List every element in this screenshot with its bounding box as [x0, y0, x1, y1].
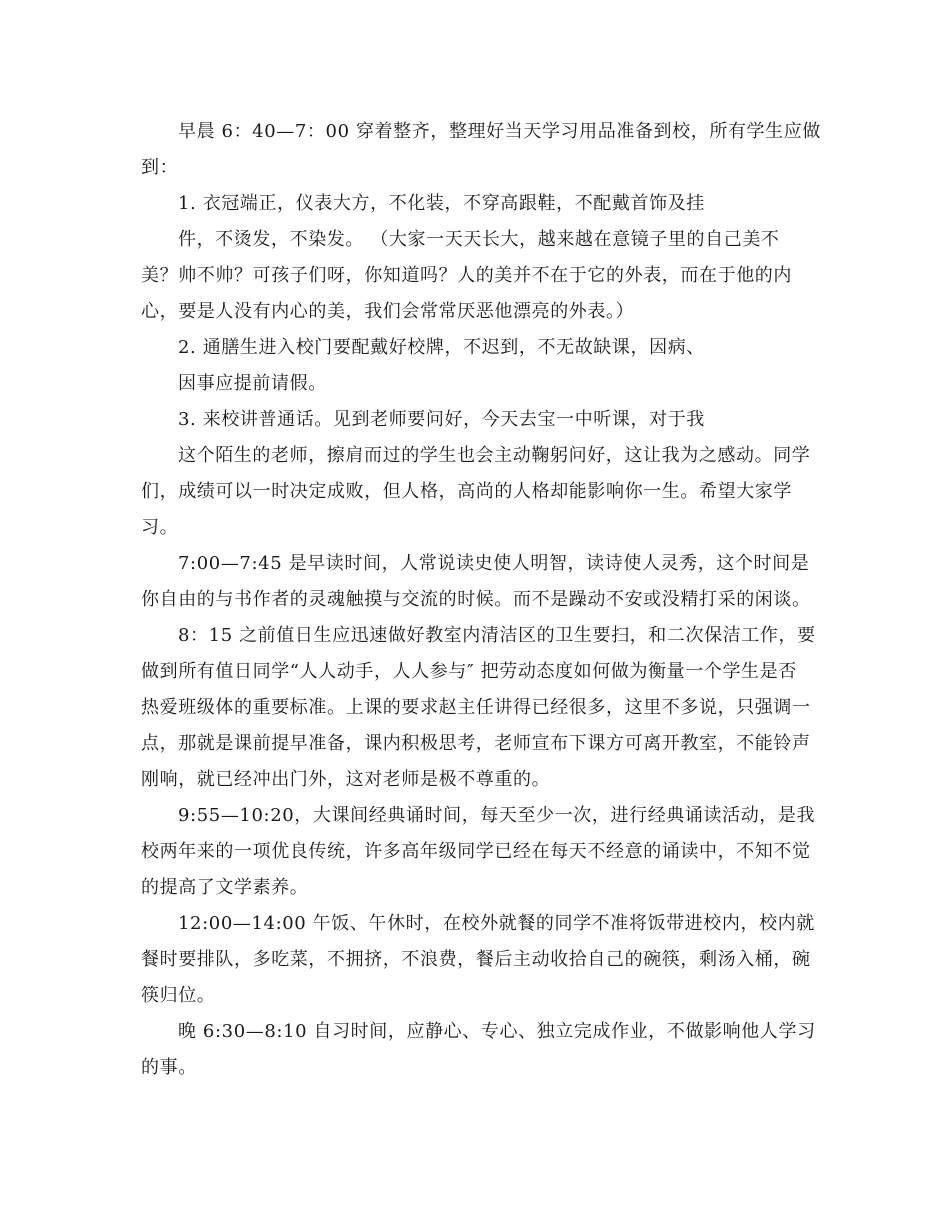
text-line: 晚 6:30—8:10 自习时间，应静心、专心、独立完成作业，不做影响他人学习	[178, 1021, 816, 1042]
text-line: 7:00—7:45 是早读时间，人常说读史使人明智，读诗使人灵秀，这个时间是	[178, 553, 810, 574]
text-line: 12:00—14:00 午饭、午休时，在校外就餐的同学不准将饭带进校内，校内就	[178, 913, 815, 934]
text-line: 这个陌生的老师，擦肩而过的学生也会主动鞠躬问好，这让我为之感动。同学	[178, 445, 811, 466]
paragraph-morning-reading	[141, 546, 813, 618]
text-line: 点，那就是课前提早准备，课内积极思考，老师宣布下课方可离开教室，不能铃声	[141, 733, 811, 754]
text-line: 2. 通膳生进入校门要配戴好校牌，不迟到，不无故缺课，因病、	[178, 337, 705, 358]
text-line: 的提高了文学素养。	[141, 877, 309, 898]
text-line: 到：	[141, 157, 179, 178]
text-line: 美？帅不帅？可孩子们呀，你知道吗？人的美并不在于它的外表，而在于他的内	[141, 265, 792, 286]
paragraph-rule-2-continued	[141, 366, 813, 402]
text-line: 你自由的与书作者的灵魂触摸与交流的时候。而不是躁动不安或没精打采的闲谈。	[141, 589, 811, 610]
text-line: 9:55—10:20，大课间经典诵时间，每天至少一次，进行经典诵读活动，是我	[178, 805, 816, 826]
paragraph-lunch-break	[141, 906, 813, 1014]
text-line: 们，成绩可以一时决定成败，但人格，高尚的人格却能影响你一生。希望大家学	[141, 481, 792, 502]
text-line: 餐时要排队，多吃菜，不拥挤，不浪费，餐后主动收拾自己的碗筷，剩汤入桶，碗	[141, 949, 811, 970]
document-page	[141, 114, 821, 1086]
text-line: 心，要是人没有内心的美，我们会常常厌恶他漂亮的外表。）	[141, 301, 635, 322]
text-line: 因事应提前请假。	[178, 373, 327, 394]
text-line: 早晨 6：40—7：00 穿着整齐，整理好当天学习用品准备到校，所有学生应做	[178, 121, 821, 142]
text-line: 习。	[141, 517, 179, 538]
text-line: 热爱班级体的重要标准。上课的要求赵主任讲得已经很多，这里不多说，只强调一	[141, 697, 811, 718]
paragraph-cleaning-duty	[141, 618, 816, 798]
text-line: 刚响，就已经冲出门外，这对老师是极不尊重的。	[141, 769, 551, 790]
paragraph-rule-3-continued	[141, 438, 813, 546]
paragraph-rule-3	[141, 402, 813, 438]
paragraph-morning-arrival	[141, 114, 821, 186]
paragraph-rule-1-continued	[141, 222, 813, 330]
paragraph-evening-study	[141, 1014, 816, 1086]
text-line: 3. 来校讲普通话。见到老师要问好，今天去宝一中听课，对于我	[178, 409, 705, 430]
text-line: 筷归位。	[141, 985, 216, 1006]
text-line: 校两年来的一项优良传统，许多高年级同学已经在每天不经意的诵读中，不知不觉	[141, 841, 811, 862]
paragraph-rule-1	[141, 186, 813, 222]
paragraph-rule-2	[141, 330, 813, 366]
paragraph-classic-recitation	[141, 798, 816, 906]
text-line: 8：15 之前值日生应迅速做好教室内清洁区的卫生要扫，和二次保洁工作，要	[178, 625, 816, 646]
text-line: 1. 衣冠端正，仪表大方，不化装，不穿高跟鞋，不配戴首饰及挂	[178, 193, 705, 214]
text-line: 的事。	[141, 1057, 197, 1078]
text-line: 件，不烫发，不染发。 （大家一天天长大，越来越在意镜子里的自己美不	[178, 229, 780, 250]
text-line: 做到所有值日同学“人人动手，人人参与″ 把劳动态度如何做为衡量一个学生是否	[141, 661, 797, 682]
